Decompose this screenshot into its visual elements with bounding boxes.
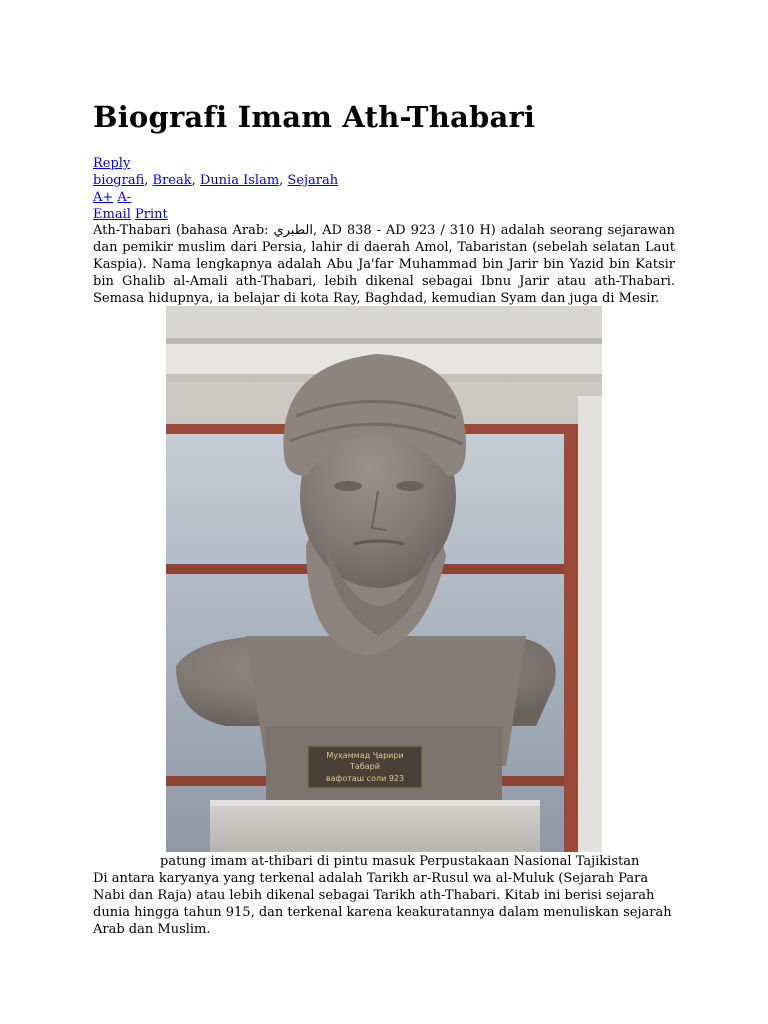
plaque-line-2: Табарӣ	[350, 762, 380, 771]
intro-paragraph: Ath-Thabari (bahasa Arab: الطبري, AD 838 - AD 923 / 310 H) adalah seorang sejarawan dan pemikir muslim dari Persia, lahir di daerah Amol, Tabaristan (sebelah selatan Laut Kaspia). Nama lengkapnya adalah Abu Ja'far Muhammad bin Jarir bin Yazid bin Katsir bin Ghalib al-Amali ath-Thabari, lebih dikenal sebagai Ibnu Jarir atau ath-Thabari. Semasa hidupnya, ia belajar di kota Ray, Baghdad, kemudian Syam dan juga di Mesir.	[93, 223, 675, 306]
reply-row	[93, 155, 338, 172]
article-title: Biografi Imam Ath-Thabari	[93, 100, 536, 134]
email-link[interactable]: Email	[93, 207, 131, 222]
print-link[interactable]: Print	[135, 207, 168, 222]
tag-link-sejarah[interactable]: Sejarah	[287, 173, 339, 188]
font-increase-link[interactable]: A+	[93, 190, 114, 205]
statue-photo	[166, 306, 602, 852]
plaque-line-1: Муҳаммад Ҷарири	[326, 751, 404, 760]
tags-row: biografi, Break, Dunia Islam, Sejarah	[93, 173, 339, 188]
article-meta	[93, 155, 338, 223]
works-paragraph: Di antara karyanya yang terkenal adalah Tarikh ar-Rusul wa al-Muluk (Sejarah Para Nabi dan Raja) atau lebih dikenal sebagai Tarikh ath-Thabari. Kitab ini berisi sejarah dunia hingga tahun 915, dan terkenal karena keakuratannya dalam menuliskan sejarah Arab dan Muslim.	[93, 871, 672, 937]
share-row	[93, 206, 338, 223]
font-decrease-link[interactable]: A-	[117, 190, 132, 205]
reply-link[interactable]: Reply	[93, 156, 131, 171]
photo-caption: patung imam at-thibari di pintu masuk Perpustakaan Nasional Tajikistan	[160, 854, 640, 869]
tag-link-break[interactable]: Break	[152, 173, 192, 188]
plaque-line-3: вафоташ соли 923	[325, 774, 405, 783]
font-size-row	[93, 189, 338, 206]
tag-link-biografi[interactable]: biografi	[93, 173, 145, 188]
tag-link-dunia-islam[interactable]: Dunia Islam	[199, 173, 280, 188]
